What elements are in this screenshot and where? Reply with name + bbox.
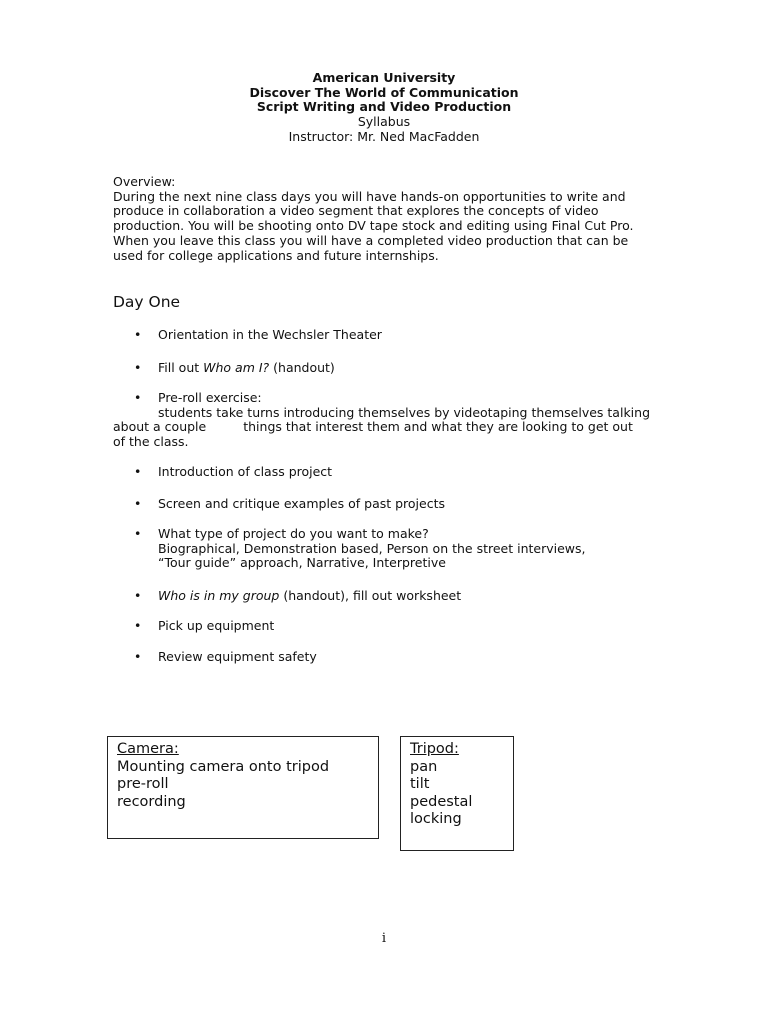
overview-line: During the next nine class days you will have hands-on opportunities to write and: [113, 188, 626, 204]
list-item: • Introduction of class project: [134, 464, 333, 479]
tripod-box-line: pedestal: [410, 793, 473, 810]
overview-label: Overview:: [113, 174, 176, 189]
list-item: • Pre-roll exercise: students take turns introducing themselves by videotaping themselves talking about a couple things that interest them and what they are looking to get out of the class.: [113, 390, 651, 450]
course-title: Script Writing and Video Production: [256, 99, 512, 115]
program-name: Discover The World of Communication: [249, 84, 519, 100]
list-item: • Pick up equipment: [134, 618, 275, 633]
bullet-icon: •: [134, 618, 142, 633]
tripod-box-line: locking: [410, 811, 462, 827]
camera-box-line: recording: [117, 793, 186, 810]
bullet-icon: •: [134, 464, 142, 479]
overview-line: used for college applications and future internships.: [113, 247, 439, 263]
bullet-icon: •: [134, 526, 142, 541]
bullet-icon: •: [134, 588, 142, 603]
list-item: • What type of project do you want to make? Biographical, Demonstration based, Person on the street interviews, “Tour guide” approach, Narrative, Interpretive: [134, 526, 586, 571]
bullet-icon: •: [134, 390, 142, 405]
bullet-icon: •: [134, 360, 142, 375]
bullet-icon: •: [134, 649, 142, 664]
tripod-box-title: Tripod:: [410, 741, 459, 757]
bullet-icon: •: [134, 327, 142, 342]
camera-box-line: pre-roll: [117, 776, 169, 792]
overview-line: When you leave this class you will have a completed video production that can be: [113, 232, 629, 248]
document-header: [0, 71, 768, 145]
list-item: • Fill out Who am I? (handout): [134, 360, 335, 375]
day-heading: Day One: [113, 293, 181, 311]
camera-box-title: Camera:: [117, 741, 179, 757]
camera-box-line: Mounting camera onto tripod: [117, 758, 330, 775]
list-item: • Screen and critique examples of past projects: [134, 496, 446, 511]
bullet-icon: •: [134, 496, 142, 511]
list-item: • Review equipment safety: [134, 649, 317, 664]
tripod-box-line: pan: [410, 758, 438, 775]
instructor-line: Instructor: Mr. Ned MacFadden: [288, 128, 480, 144]
overview-line: production. You will be shooting onto DV tape stock and editing using Final Cut Pro.: [113, 218, 634, 234]
tripod-box-line: tilt: [410, 776, 430, 792]
list-item: • Who is in my group (handout), fill out worksheet: [134, 588, 462, 603]
tripod-box: [400, 736, 514, 851]
document-type: Syllabus: [357, 114, 411, 130]
list-item: • Orientation in the Wechsler Theater: [134, 327, 382, 342]
page-number: i: [381, 931, 387, 946]
camera-box: [107, 736, 379, 839]
overview-line: produce in collaboration a video segment that explores the concepts of video: [113, 203, 599, 219]
overview-section: [113, 175, 653, 263]
university-name: American University: [312, 70, 456, 85]
